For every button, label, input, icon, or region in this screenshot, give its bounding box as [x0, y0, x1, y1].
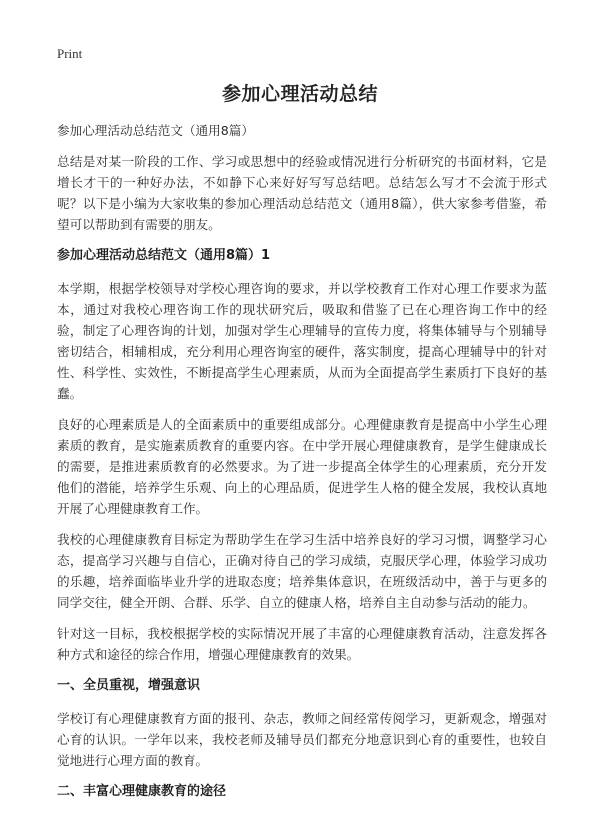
body-paragraph-4: 针对这一目标，我校根据学校的实际情况开展了丰富的心理健康教育活动，注意发挥各种方式和途径的综合作用，增强心理健康教育的效果。: [57, 626, 547, 662]
subheading-two: 二、丰富心理健康教育的途径: [57, 784, 227, 799]
body-paragraph-2: 良好的心理素质是人的全面素质中的重要组成部分。心理健康教育是提高中小学生心理素质的教育，是实施素质教育的重要内容。在中学开展心理健康教育，是学生健康成长的需要，是推进素质教育的必然要求。为了进一步提高全体学生的心理素质，充分开发他们的潜能，培养学生乐观、向上的心理品质，促进学生人格的健全发展，我校认真地开展了心理健康教育工作。: [57, 417, 547, 516]
document-body: [57, 120, 547, 814]
document-subtitle: 参加心理活动总结范文（通用8篇）: [57, 123, 254, 138]
body-paragraph-5: 学校订有心理健康教育方面的报刊、杂志，教师之间经常传阅学习，更新观念，增强对心育的认识。一学年以来，我校老师及辅导员们都充分地意识到心育的重要性，也较自觉地进行心理方面的教育。: [57, 711, 547, 768]
subheading-one: 一、全员重视，增强意识: [57, 678, 201, 693]
section-heading-1: 参加心理活动总结范文（通用8篇）1: [57, 248, 271, 263]
body-paragraph-1: 本学期，根据学校领导对学校心理咨询的要求，并以学校教育工作对心理工作要求为蓝本，通过对我校心理咨询工作的现状研究后，吸取和借鉴了已在心理咨询工作中的经验，制定了心理咨询的计划，加强对学生心理辅导的宣传力度，将集体辅导与个别辅导密切结合，相辅相成，充分利用心理咨询室的硬件，落实制度，提高心理辅导中的针对性、科学性、实效性，不断提高学生心理素质，从而为全面提高学生素质打下良好的基蠢。: [57, 281, 547, 401]
body-paragraph-3: 我校的心理健康教育目标定为帮助学生在学习生活中培养良好的学习习惯，调整学习心态，提高学习兴趣与自信心，正确对待自己的学习成绩，克服厌学心理，体验学习成功的乐趣，培养面临毕业升学的进取态度；培养集体意识，在班级活动中，善于与更多的同学交往，健全开朗、合群、乐学、自立的健康人格，培养自主自动参与活动的能力。: [57, 532, 547, 610]
intro-paragraph: 总结是对某一阶段的工作、学习或思想中的经验或情况进行分析研究的书面材料，它是增长才干的一种好办法，不如静下心来好好写写总结吧。总结怎么写才不会流于形式呢？以下是小编为大家收集的参加心理活动总结范文（通用8篇），供大家参考借鉴，希望可以帮助到有需要的朋友。: [57, 154, 547, 232]
page-title: 参加心理活动总结: [221, 83, 378, 105]
print-link[interactable]: Print: [57, 46, 83, 61]
